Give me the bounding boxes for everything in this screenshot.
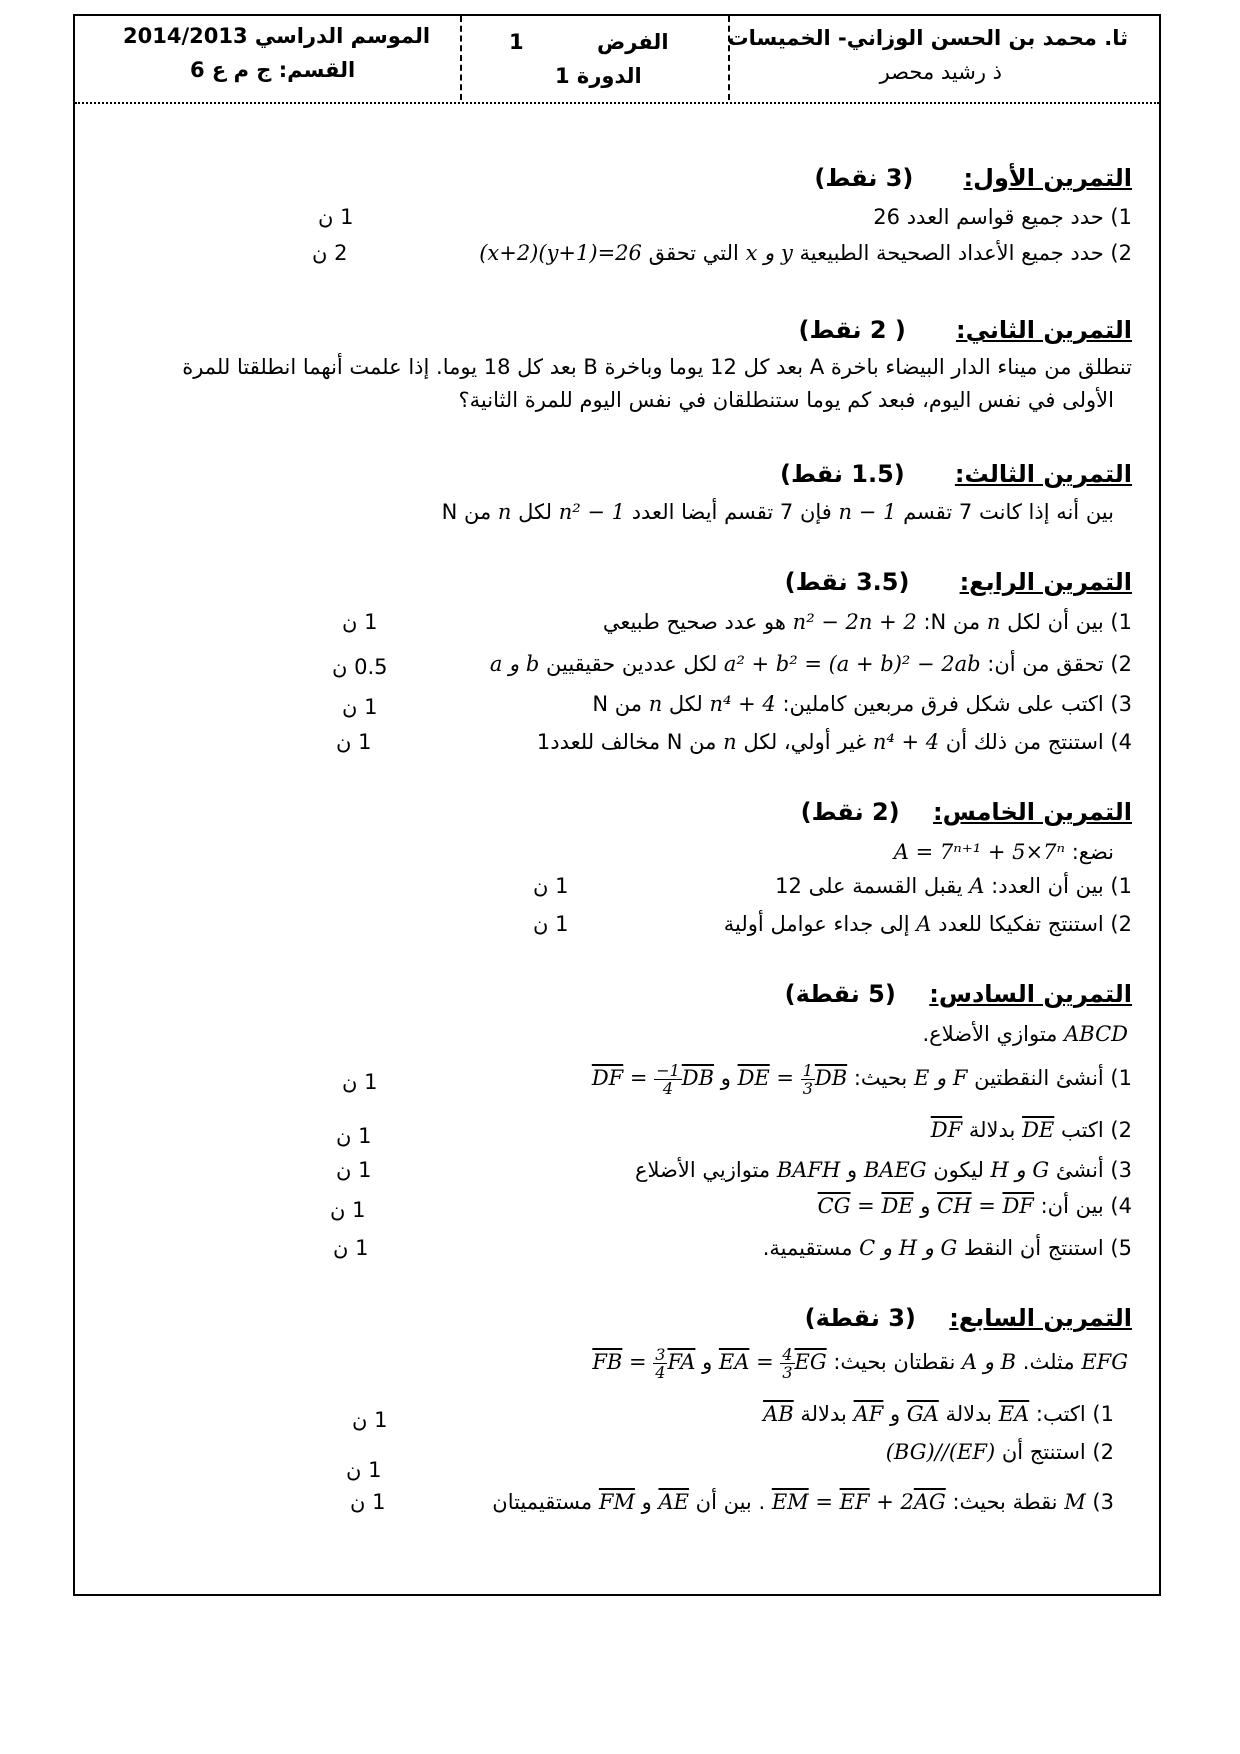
exercise-4-heading: التمرين الرابع: [959,568,1132,596]
q-math: a و b [489,652,540,676]
exercise-3-statement: بين أنه إذا كانت 7 تقسم n − 1 فإن 7 تقسم أيضا العدد n² − 1 لكل n من N [441,500,1114,524]
q-text: متوازي الأضلاع. [922,1022,1058,1046]
q-text: من N [592,692,642,716]
exercise-6-q3 [635,1158,1132,1182]
exercise-6-heading: التمرين السادس: [929,980,1132,1008]
exercise-4-points: (3.5 نقط) [784,568,910,596]
q-text: مستقيميتان [492,1490,593,1514]
q-text: متوازيي الأضلاع [635,1158,771,1182]
exercise-7-q3-points: 1 ن [350,1490,386,1514]
q-text: 4) استنتج من ذلك أن [945,730,1132,754]
exercise-7-q2-points: 1 ن [346,1458,382,1482]
exercise-4-q2-points: 0.5 ن [332,655,388,679]
q-text: و [641,1490,652,1514]
exercise-5-heading: التمرين الخامس: [933,798,1132,826]
exercise-6-points: (5 نقطة) [784,980,896,1008]
exercise-5-points: (2 نقط) [800,798,900,826]
q-text: 1) بين أن لكل [1007,610,1132,634]
exercise-4-q3: 3) اكتب على شكل فرق مربعين كاملين: n⁴ + 4 لكل n من N [592,692,1132,716]
exercise-4-title [785,568,1132,596]
q-text: 1) بين أن العدد: [991,874,1132,898]
q-text: 3) أنشئ [1055,1158,1132,1182]
exercise-7-title [805,1304,1132,1332]
q-text: و [847,1158,858,1182]
teacher-name: ذ رشيد محصر [879,60,1002,84]
exercise-6-title [785,980,1132,1008]
q-math: EFG [1081,1350,1128,1374]
exercise-4-q3-points: 1 ن [342,695,378,719]
q-math: (x+2)(y+1)=26 [479,241,642,265]
exercise-7-q1-points: 1 ن [352,1408,388,1432]
exercise-1-q1: 1) حدد جميع قواسم العدد 26 [873,205,1132,229]
exercise-6-q4: 4) بين أن: $\overline{CH} = \overline{DF}$ و $\overline{CG} = \overline{DE}$ [817,1194,1132,1218]
q-math: n² − 1 [558,500,625,524]
exercise-1-heading: التمرين الأول: [963,164,1132,192]
exercise-2-title [799,316,1132,344]
q-text: و [890,1402,901,1426]
exercise-6-q5 [763,1236,1132,1260]
q-text: نقطة بحيث: [952,1490,1058,1514]
header-divider [460,16,462,100]
exercise-4-q2 [490,652,1132,676]
q-text: فإن 7 تقسم أيضا العدد [631,500,832,524]
q-text: 1) أنشئ النقطتين [974,1066,1132,1090]
q-math: n⁴ + 4 [709,692,776,716]
exercise-1-points: (3 نقط) [814,164,914,192]
q-math: ABCD [1064,1022,1128,1046]
q-text: من N [441,500,492,524]
q-text: لكل عددين حقيقيين [546,652,718,676]
q-text: من N مخالف للعدد1 [536,730,717,754]
q-math: A و B [961,1350,1017,1374]
q-text: 2) اكتب [1060,1118,1132,1142]
exercise-4-q4: 4) استنتج من ذلك أن n⁴ + 4 غير أولي، لكل n من N مخالف للعدد1 [536,730,1132,754]
exercise-5-q2: 2) استنتج تفكيكا للعدد A إلى جداء عوامل أولية [723,912,1132,936]
exercise-1-title [814,164,1132,192]
exercise-4-q1-points: 1 ن [342,610,378,634]
school-name: ثا. محمد بن الحسن الوزاني- الخميسات [727,26,1128,50]
q-text: 3) [1092,1490,1114,1514]
q-math: E و F [913,1066,968,1090]
q-math: (BG)//(EF) [885,1440,996,1464]
exercise-6-q4-points: 1 ن [330,1198,366,1222]
q-text: 1) اكتب: [1035,1402,1114,1426]
q-math: n⁴ + 4 [872,730,940,754]
exercise-5-q1: 1) بين أن العدد: A يقبل القسمة على 12 [775,874,1132,898]
q-math: a² + b² = (a + b)² − 2ab [723,652,981,676]
q-math: BAFH [776,1158,841,1182]
exercise-3-points: (1.5 نقط) [779,460,905,488]
exercise-6-q3-points: 1 ن [336,1158,372,1182]
q-math: n − 1 [838,500,897,524]
q-text: لكل [518,500,553,524]
exercise-5-q1-points: 1 ن [533,874,569,898]
exercise-7-heading: التمرين السابع: [949,1304,1132,1332]
q-text: بحيث: [853,1066,908,1090]
exercise-7-q3: 3) M نقطة بحيث: $\overline{EM} = \overline{EF} + 2\overline{AG}$ . بين أن $\overline{AE}$ و $\overline{FM}$ مستقيميتان [492,1490,1114,1514]
q-text: 2) استنتج تفكيكا للعدد [938,912,1132,936]
exercise-5-q2-points: 1 ن [533,912,569,936]
q-text: 5) استنتج أن النقط [964,1236,1132,1260]
exercise-6-q1: 1) أنشئ النقطتين E و F بحيث: $\overline{DE}$ = $\frac{1}{3}$ $\overline{DB}$ و $\overline{DF}$ = $\frac{-1}{4}$ $\overline{DB}$ [591,1061,1132,1098]
exercise-7-q1: 1) اكتب: $\overline{EA}$ بدلالة $\overline{GA}$ و $\overline{AF}$ بدلالة $\overline{AB}$ [763,1402,1114,1426]
q-text: نقطتان بحيث: [833,1350,956,1374]
q-text: بدلالة [945,1402,993,1426]
q-text: بدلالة [968,1118,1016,1142]
q-text: 3) اكتب على شكل فرق مربعين كاملين: [782,692,1132,716]
q-text: 2) حدد جميع الأعداد الصحيحة الطبيعية [799,241,1132,265]
exercise-2-line-2: الأولى في نفس اليوم، فبعد كم يوما ستنطلقان في نفس اليوم للمرة الثانية؟ [458,388,1114,412]
q-text: ليكون [933,1158,984,1182]
q-text: 2) استنتج أن [1001,1440,1114,1464]
exercise-2-heading: التمرين الثاني: [956,316,1132,344]
exercise-5-title [801,798,1132,826]
q-text: يقبل القسمة على 12 [775,874,963,898]
exercise-7-points: (3 نقطة) [804,1304,916,1332]
exercise-2-line-1: تنطلق من ميناء الدار البيضاء باخرة A بعد كل 12 يوما وباخرة B بعد كل 18 يوما. إذا علمت أنهما انطلقتا للمرة [182,355,1132,379]
exam-number: 1 [509,30,524,54]
exercise-1-q2-points: 2 ن [312,241,348,265]
q-text: بدلالة [800,1402,847,1426]
q-text: بين أنه إذا كانت 7 تقسم [903,500,1114,524]
q-text: إلى جداء عوامل أولية [723,912,910,936]
q-text: هو عدد صحيح طبيعي [602,610,786,634]
session: الدورة 1 [555,64,642,88]
q-text: 4) بين أن: [1040,1194,1132,1218]
q-text: غير أولي، لكل [743,730,867,754]
exercise-6-q1-points: 1 ن [342,1070,378,1094]
exam-label: الفرض [597,30,669,54]
exercise-6-q2-points: 1 ن [336,1124,372,1148]
q-math: A = 7ⁿ⁺¹ + 5×7ⁿ [893,840,1065,864]
q-text: التي تحقق [648,241,739,265]
exercise-3-heading: التمرين الثالث: [954,460,1132,488]
q-text: 2) تحقق من أن: [987,652,1132,676]
exercise-7-definition: EFG مثلث. A و B نقطتان بحيث: $\overline{EA}$ = $\frac{4}{3}$ $\overline{EG}$ و $\overline{FB}$ = $\frac{3}{4}$ $\overline{FA}$ [592,1345,1128,1382]
exercise-1-q2 [479,241,1132,265]
q-math: n² − 2n + 2 [792,610,917,634]
q-text: . بين أن [695,1490,766,1514]
q-text: لكل [668,692,703,716]
q-math: H و G [990,1158,1050,1182]
exercise-4-q4-points: 1 ن [336,730,372,754]
exercise-3-title [780,460,1132,488]
exercise-4-q1: 1) بين أن لكل n من N: n² − 2n + 2 هو عدد صحيح طبيعي [602,610,1132,634]
exercise-1-q1-points: 1 ن [318,205,354,229]
q-math: C و H و G [859,1236,958,1260]
class-label: القسم: ج م ع 6 [190,58,356,82]
q-math: x و y [745,241,793,265]
q-text: نضع: [1071,840,1114,864]
exercise-5-definition [894,840,1114,864]
q-text: مثلث. [1022,1350,1075,1374]
q-math: BAEG [863,1158,927,1182]
exercise-2-points: ( 2 نقط) [798,316,906,344]
exercise-7-q2 [886,1440,1114,1464]
exercise-6-definition [923,1022,1129,1046]
school-year: الموسم الدراسي 2014/2013 [123,24,431,48]
exercise-6-q2: 2) اكتب $\overline{DE}$ بدلالة $\overline{DF}$ [930,1118,1132,1142]
q-text: من N: [923,610,981,634]
q-text: مستقيمية. [762,1236,853,1260]
exercise-6-q5-points: 1 ن [333,1236,369,1260]
